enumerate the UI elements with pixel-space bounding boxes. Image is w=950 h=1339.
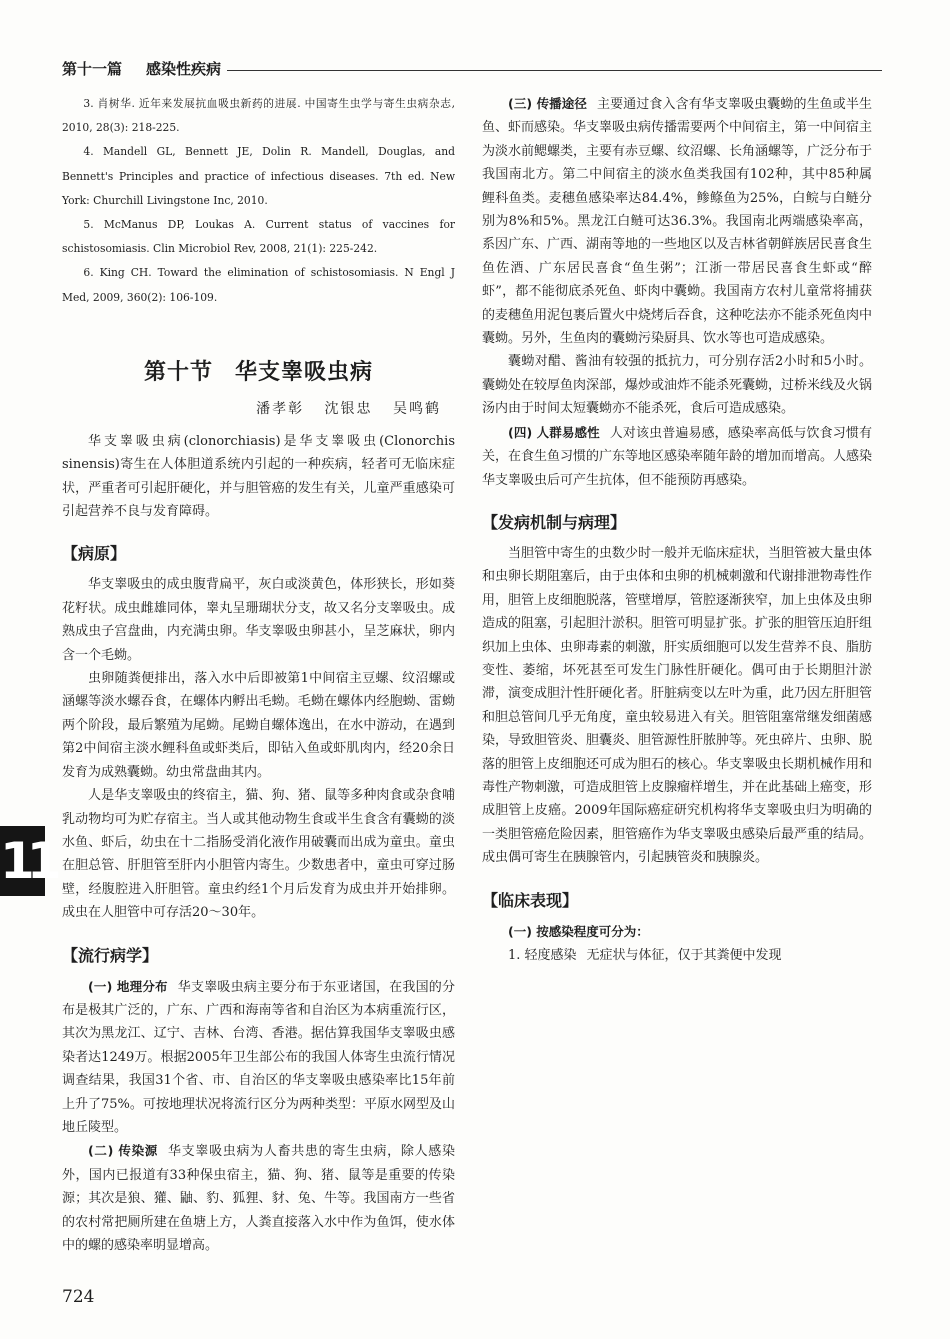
section-title	[62, 358, 455, 388]
page-number: 724	[62, 1287, 95, 1307]
reference-item: 3. 肖树华. 近年来发展抗血吸虫新药的进展. 中国寄生虫学与寄生虫病杂志, 2010, 28(3): 218-225.	[62, 97, 455, 135]
source-paragraph	[62, 1139, 455, 1257]
pathogenesis-heading: 【发病机制与病理】	[482, 512, 627, 532]
clinical-sub-label: (一) 按感染程度可分为：	[508, 923, 649, 939]
section-name: 华支睾吸虫病	[235, 359, 374, 385]
pathogen-paragraph: 华支睾吸虫的成虫腹背扁平，灰白或淡黄色，体形狭长，形如葵花籽状。成虫雌雄同体，睾丸呈珊瑚状分支，故又名分支睾吸虫。成熟成虫子宫盘曲，内充满虫卵。华支睾吸虫卵甚小，呈芝麻状，卵内含一个毛蚴。	[62, 577, 455, 663]
header-rule	[227, 70, 882, 71]
clinical-sub-heading	[482, 920, 872, 944]
author: 潘孝彰	[256, 400, 305, 417]
pathogen-paragraph: 虫卵随粪便排出，落入水中后即被第1中间宿主豆螺、纹沼螺或涵螺等淡水螺吞食，在螺体内孵出毛蚴。毛蚴在螺体内经胞蚴、雷蚴两个阶段，最后繁殖为尾蚴。尾蚴自螺体逸出，在水中游动，在遇到第2中间宿主淡水鲤科鱼或虾类后，即钻入鱼或虾肌肉内，经20余日发育为成熟囊蚴。幼虫常盘曲其内。	[62, 671, 455, 780]
pathogen-heading: 【病原】	[62, 544, 127, 564]
pathogen-paragraph: 人是华支睾吸虫的终宿主，猫、狗、猪、鼠等多种肉食或杂食哺乳动物均可为贮存宿主。当人或其他动物生食或半生食含有囊蚴的淡水鱼、虾后，幼虫在十二指肠受消化液作用破囊而出成为童虫。童虫在胆总管、肝胆管至肝内小胆管内寄生。少数患者中，童虫可穿过肠壁，经腹腔进入肝胆管。童虫约经1个月后发育为成虫并开始排卵。成虫在人胆管中可存活20～30年。	[62, 788, 455, 921]
author: 吴鸣鹤	[393, 400, 441, 417]
section-number: 第十节	[143, 359, 213, 385]
intro-paragraph: 华支睾吸虫病(clonorchiasis)是华支睾吸虫(Clonorchis sinensis)寄生在人体胆道系统内引起的一种疾病，轻者可无临床症状，严重者可引起肝硬化，并与胆管癌的发生有关，儿童严重感染可引起营养不良与发育障碍。	[62, 433, 455, 520]
source-text: 华支睾吸虫病为人畜共患的寄生虫病，除人感染外，国内已报道有33种保虫宿主，猫、狗、猪、鼠等是重要的传染源；其次是狼、獾、鼬、豹、狐狸、豺、兔、牛等。我国南方一些省的农村常把厕所建在鱼塘上方，人粪直接落入水中作为鱼饵，使水体中的螺的感染率明显增高。	[62, 1144, 455, 1254]
chapter-tab: 11	[0, 826, 45, 896]
author: 沈银忠	[324, 400, 373, 417]
clinical-item	[482, 944, 872, 967]
clinical-heading: 【临床表现】	[482, 890, 579, 910]
route-label: (三) 传播途径	[508, 96, 587, 111]
reference-item: 5. McManus DP, Loukas A. Current status of vaccines for schistosomiasis. Clin Microbiol Rev, 2008, 21(1): 225-242.	[62, 218, 455, 256]
clinical-item-label: 1. 轻度感染	[508, 948, 577, 963]
running-header-title: 感染性疾病	[146, 59, 222, 78]
geo-label: (一) 地理分布	[88, 978, 168, 994]
route-paragraph	[482, 92, 872, 350]
authors	[62, 396, 441, 422]
susceptibility-paragraph	[482, 421, 872, 492]
running-header-part: 第十一篇	[62, 59, 123, 78]
source-label: (二) 传染源	[88, 1143, 158, 1159]
pathogenesis-paragraph: 当胆管中寄生的虫数少时一般并无临床症状，当胆管被大量虫体和虫卵长期阻塞后，由于虫体和虫卵的机械刺激和代谢排泄物毒性作用，胆管上皮细胞脱落，管壁增厚，管腔逐渐狭窄，加上虫体及虫卵造成的阻塞，引起胆汁淤积。胆管可明显扩张。扩张的胆管压迫肝组织加上虫体、虫卵毒素的刺激，肝实质细胞可以发生营养不良、脂肪变性、萎缩，坏死甚至可发生门脉性肝硬化。偶可由于长期胆汁淤滞，演变成胆汁性肝硬化者。肝脏病变以左叶为重，此乃因左肝胆管和胆总管间几乎无角度，童虫较易进入有关。胆管阻塞常继发细菌感染，导致胆管炎、胆囊炎、胆管源性肝脓肿等。死虫碎片、虫卵、脱落的胆管上皮细胞还可成为胆石的核心。华支睾吸虫长期机械作用和毒性产物刺激，可造成胆管上皮腺瘤样增生，并在此基础上癌变，形成胆管上皮癌。2009年国际癌症研究机构将华支睾吸虫归为明确的一类胆管癌危险因素，胆管癌作为华支睾吸虫感染后最严重的结局。成虫偶可寄生在胰腺管内，引起胰管炎和胰腺炎。	[482, 545, 873, 866]
geo-paragraph	[62, 975, 455, 1140]
susceptibility-text: 人对该虫普遍易感，感染率高低与饮食习惯有关，在食生鱼习惯的广东等地区感染率随年龄的增加而增高。人感染华支睾吸虫后可产生抗体，但不能预防再感染。	[482, 425, 873, 488]
reference-item: 6. King CH. Toward the elimination of schistosomiasis. N Engl J Med, 2009, 360(2): 106-109.	[62, 266, 455, 304]
susceptibility-label: (四) 人群易感性	[508, 424, 600, 440]
reference-item: 4. Mandell GL, Bennett JE, Dolin R. Mandell, Douglas, and Bennett's Principles and practice of infectious diseases. 7th ed. New York: Churchill Livingstone Inc, 2010.	[62, 145, 455, 207]
route-text: 主要通过食入含有华支睾吸虫囊蚴的生鱼或半生鱼、虾而感染。华支睾吸虫病传播需要两个中间宿主，第一中间宿主为淡水前鳃螺类，主要有赤豆螺、纹沼螺、长角涵螺等，广泛分布于我国南北方。第二中间宿主的淡水鱼类我国有102种，其中85种属鲤科鱼类。麦穗鱼感染率达84.4%，鲹鲦鱼为25%，白鲩与白鲢分别为8%和5%。黑龙江白鲢可达36.3%。我国南北两端感染率高，系因广东、广西、湖南等地的一些地区以及吉林省朝鲜族居民喜食生鱼佐酒、广东居民喜食“鱼生粥”；江浙一带居民喜食生虾或“醉虾”，都不能彻底杀死鱼、虾肉中囊蚴。我国南方农村儿童常将捕获的麦穗鱼用泥包裹后置火中烧烤后吞食，这种吃法亦不能杀死鱼肉中囊蚴。另外，生鱼肉的囊蚴污染厨具、饮水等也可造成感染。	[482, 97, 873, 347]
running-header	[62, 56, 882, 80]
geo-text: 华支睾吸虫病主要分布于东亚诸国，在我国的分布是极其广泛的，广东、广西和海南等省和自治区为本病重流行区，其次为黑龙江、辽宁、吉林、台湾、香港。据估算我国华支睾吸虫感染者达1249万。根据2005年卫生部公布的我国人体寄生虫流行情况调查结果，我国31个省、市、自治区的华支睾吸虫感染率比15年前上升了75%。可按地理状况将流行区分为两种类型：平原水网型及山地丘陵型。	[62, 979, 455, 1135]
route-paragraph-2: 囊蚴对醋、酱油有较强的抵抗力，可分别存活2小时和5小时。囊蚴处在较厚鱼肉深部，爆炒或油炸不能杀死囊蚴，过桥米线及火锅汤内由于时间太短囊蚴亦不能杀死，食后可造成感染。	[482, 354, 873, 417]
clinical-item-text: 无症状与体征，仅于其粪便中发现	[586, 948, 782, 963]
right-column	[482, 92, 872, 967]
left-column	[62, 92, 455, 1257]
epidemiology-heading: 【流行病学】	[62, 945, 159, 965]
